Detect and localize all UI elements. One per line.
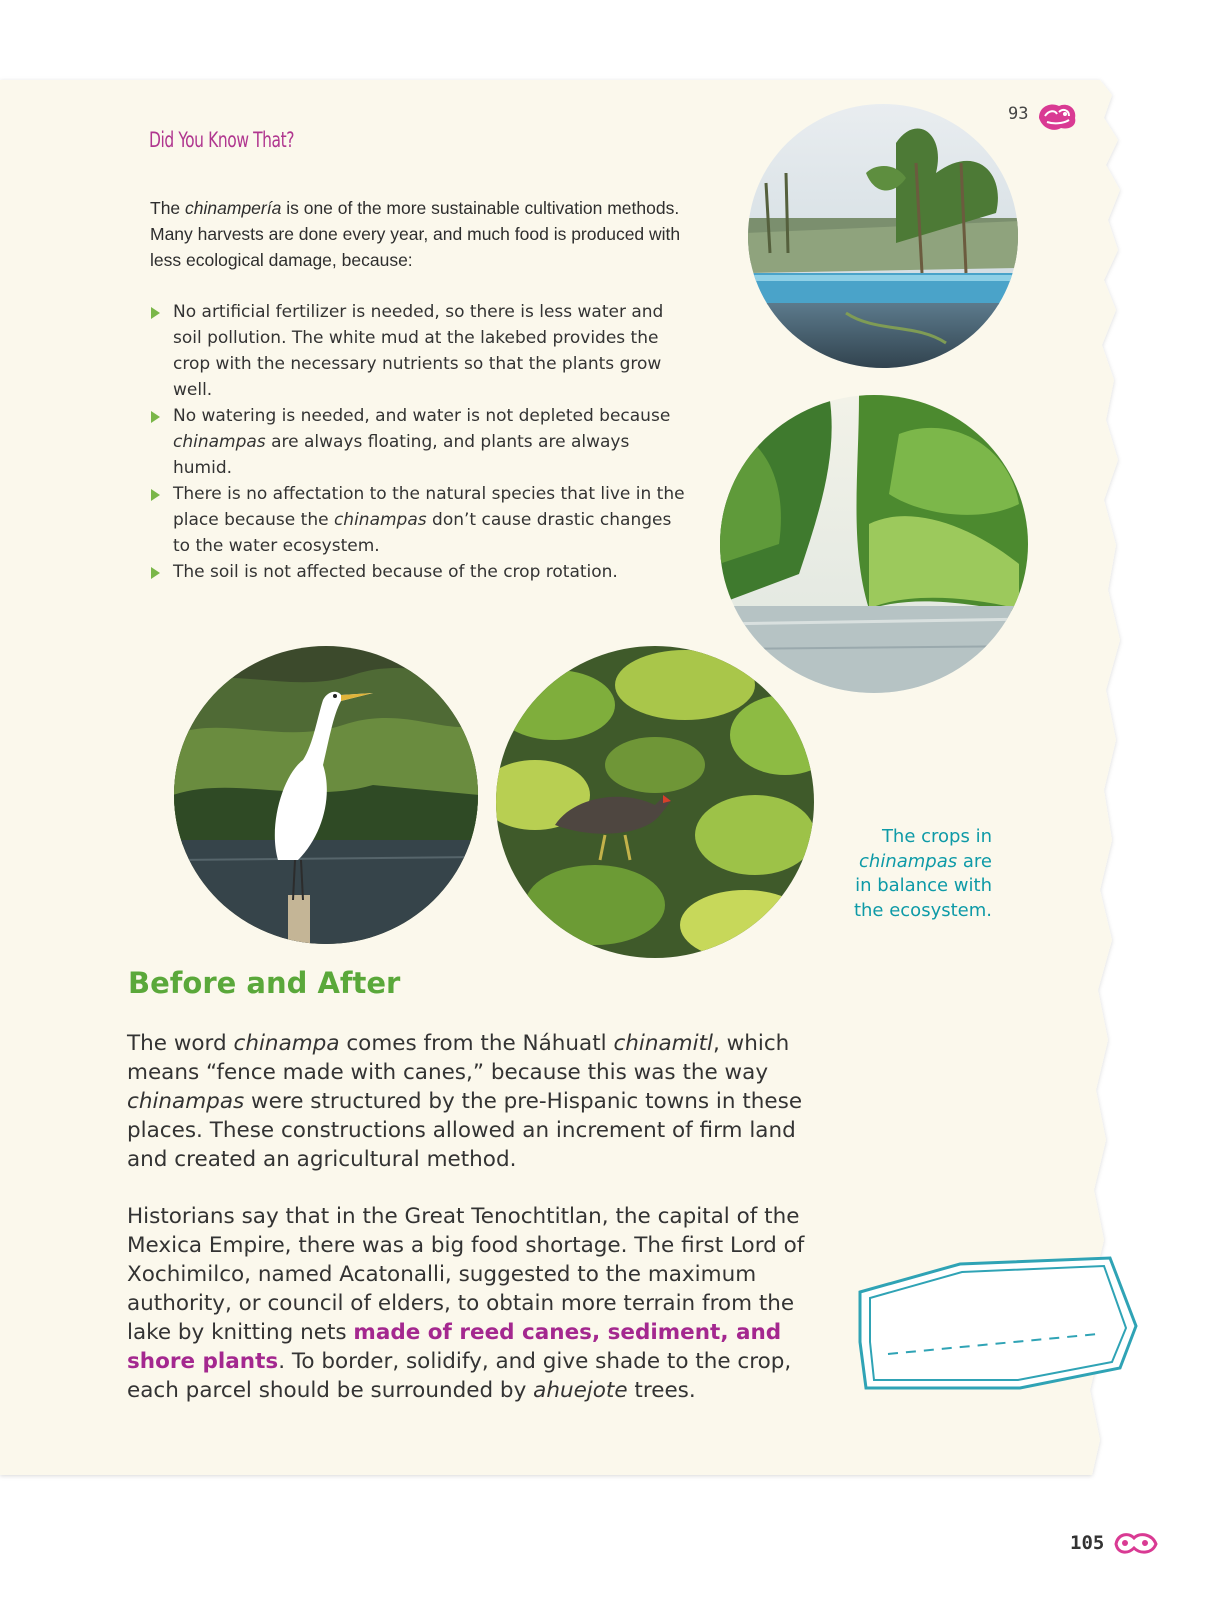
moorhen-lily-pads-photo: [495, 645, 815, 960]
bullet-triangle-icon: [151, 567, 160, 579]
paragraph-etymology: The word chinampa comes from the Náhuatl chinamitl, which means “fence made with canes,” because this was the way chinampas were structured by the pre-Hispanic towns in these places. These constructions allowed an increment of firm land and created an agricultural method.: [127, 1031, 803, 1172]
photo-caption: The crops in chinampas are in balance with the ecosystem.: [853, 826, 992, 921]
bullet-triangle-icon: [151, 411, 160, 423]
bullet-triangle-icon: [151, 307, 160, 319]
aztec-ornament-footer-icon: [1112, 1528, 1160, 1558]
list-item: No watering is needed, and water is not depleted because chinampas are always floating, and plants are always humid.: [150, 403, 690, 481]
sidebar-intro: The chinampería is one of the more sustainable cultivation methods. Many harvests are done every year, and much food is produced with less ecological damage, because:: [150, 198, 681, 270]
white-egret-photo: [173, 645, 480, 945]
list-item: No artificial fertilizer is needed, so there is less water and soil pollution. The white mud at the lakebed provides the crop with the necessary nutrients so that the plants grow well.: [150, 299, 690, 403]
sidebar-title: Did You Know That?: [149, 128, 295, 152]
blank-note-outline-icon: [848, 1250, 1148, 1400]
page-number-top: 93: [1008, 104, 1029, 124]
section-title: Before and After: [128, 966, 401, 1000]
bullet-triangle-icon: [151, 489, 160, 501]
paragraph-history: Historians say that in the Great Tenochtitlan, the capital of the Mexica Empire, there was a big food shortage. The first Lord of Xochimilco, named Acatonalli, suggested to the maximum authority, or council of elders, to obtain more terrain from the lake by knitting nets made of reed canes, sediment, and shore plants. To border, solidify, and give shade to the crop, each parcel should be surrounded by ahuejote trees.: [127, 1204, 805, 1403]
aztec-ornament-icon: [1035, 100, 1079, 132]
highlighted-phrase: made of reed canes, sediment, and shore plants: [127, 1320, 782, 1374]
chinampa-canal-photo: [746, 103, 1020, 369]
list-item: There is no affectation to the natural species that live in the place because the chinampas don’t cause drastic changes to the water ecosystem.: [150, 481, 690, 559]
sidebar-bullet-list: [150, 299, 690, 585]
list-item: The soil is not affected because of the crop rotation.: [150, 559, 690, 585]
page-number-bottom: 105: [1070, 1532, 1105, 1554]
